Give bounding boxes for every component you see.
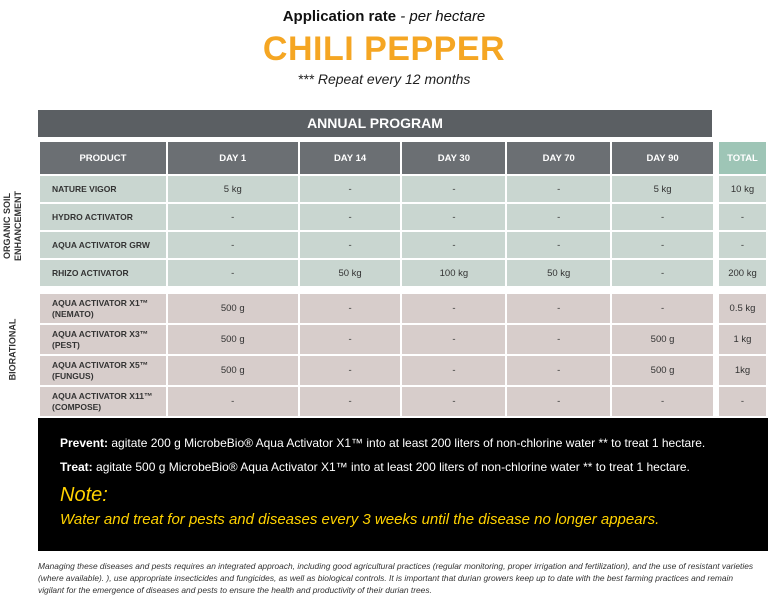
cell-day30: -: [402, 232, 505, 258]
treat-line: [60, 460, 746, 474]
cell-day14: -: [300, 325, 401, 354]
product-label: AQUA ACTIVATOR X1™: [52, 297, 149, 308]
product-label: HYDRO ACTIVATOR: [52, 211, 133, 222]
product-label: NATURE VIGOR: [52, 183, 117, 194]
organic-group-text: ORGANIC SOIL ENHANCEMENT: [2, 191, 23, 262]
cell-day30: -: [402, 356, 505, 385]
cell-day90: 500 g: [612, 325, 713, 354]
cell-day30: -: [402, 325, 505, 354]
cell-day30: -: [402, 387, 505, 416]
cell-day1: 500 g: [168, 325, 298, 354]
cell-day14: 50 kg: [300, 260, 401, 286]
cell-day1: -: [168, 232, 298, 258]
cell-total: 10 kg: [719, 176, 766, 202]
prevent-label: Prevent:: [60, 436, 109, 450]
col-day30: DAY 30: [402, 142, 505, 174]
crop-title: CHILI PEPPER: [262, 30, 506, 68]
cell-day90: 5 kg: [612, 176, 713, 202]
cell-total: -: [719, 387, 766, 416]
col-day70: DAY 70: [507, 142, 610, 174]
rate-suffix: - per hectare: [400, 8, 486, 25]
note-text: Water and treat for pests and diseases every 3 weeks until the disease no longer appears.: [60, 511, 660, 528]
cell-day70: -: [507, 294, 610, 323]
product-target: (NEMATO): [52, 308, 94, 319]
biorational-group-label: BIORATIONAL: [7, 318, 18, 381]
product-label: AQUA ACTIVATOR X3™: [52, 328, 149, 339]
col-total: TOTAL: [719, 142, 766, 174]
table-row: [40, 260, 766, 286]
product-label: AQUA ACTIVATOR X11™: [52, 390, 153, 401]
cell-day1: -: [168, 204, 298, 230]
cell-day70: -: [507, 176, 610, 202]
application-rate: [0, 8, 768, 28]
cell-day1: 5 kg: [168, 176, 298, 202]
repeat-note: *** Repeat every 12 months: [297, 71, 471, 87]
footer-disclaimer: Managing these diseases and pests requires an integrated approach, including good agricultural practices (regular monitoring, proper irrigation and fertilization), and the use of resistant varieties (where available). ), use appropriate insecticides and fungicides, as well as biological controls. It is important that durian growers keep up to date with the best farming practices and remain vigilant for the emergence of diseases and pests to ensure the health and productivity of their durian trees.: [38, 561, 754, 595]
annual-program-table: [38, 140, 768, 418]
cell-day1: 500 g: [168, 356, 298, 385]
organic-group-label: [2, 181, 24, 271]
cell-day1: 500 g: [168, 294, 298, 323]
col-day90: DAY 90: [612, 142, 713, 174]
cell-day1: -: [168, 260, 298, 286]
cell-day90: -: [612, 260, 713, 286]
cell-day30: 100 kg: [402, 260, 505, 286]
col-product: PRODUCT: [40, 142, 166, 174]
annual-program-banner: ANNUAL PROGRAM: [38, 110, 712, 137]
col-day14: DAY 14: [300, 142, 401, 174]
cell-day30: -: [402, 176, 505, 202]
product-name: [40, 232, 166, 258]
table-row: [40, 387, 766, 416]
treat-text: agitate 500 g MicrobeBio® Aqua Activator X1™ into at least 200 liters of non-chlorine water ** to treat 1 hectare.: [92, 460, 690, 474]
table-row: [40, 176, 766, 202]
cell-day70: 50 kg: [507, 260, 610, 286]
cell-day70: -: [507, 232, 610, 258]
cell-day90: -: [612, 204, 713, 230]
cell-day14: -: [300, 204, 401, 230]
prevent-line: [60, 436, 746, 450]
cell-day14: -: [300, 232, 401, 258]
table-header-row: [40, 142, 766, 174]
cell-day70: -: [507, 387, 610, 416]
cell-total: -: [719, 232, 766, 258]
cell-day90: 500 g: [612, 356, 713, 385]
cell-day90: -: [612, 294, 713, 323]
instructions-box: [38, 418, 768, 551]
cell-day1: -: [168, 387, 298, 416]
product-label: RHIZO ACTIVATOR: [52, 267, 129, 278]
product-target: (COMPOSE): [52, 401, 102, 412]
table-row: [40, 325, 766, 354]
cell-total: 1kg: [719, 356, 766, 385]
cell-day14: -: [300, 294, 401, 323]
treat-label: Treat:: [60, 460, 93, 474]
col-day1: DAY 1: [168, 142, 298, 174]
note-title: Note:: [60, 484, 108, 506]
cell-total: 200 kg: [719, 260, 766, 286]
table-row: [40, 294, 766, 323]
prevent-text: agitate 200 g MicrobeBio® Aqua Activator X1™ into at least 200 liters of non-chlorine water ** to treat 1 hectare.: [108, 436, 706, 450]
cell-day90: -: [612, 232, 713, 258]
rate-label: Application rate: [282, 8, 397, 25]
cell-total: 0.5 kg: [719, 294, 766, 323]
cell-day14: -: [300, 387, 401, 416]
cell-total: -: [719, 204, 766, 230]
cell-day14: -: [300, 356, 401, 385]
product-name: [40, 176, 166, 202]
cell-day70: -: [507, 325, 610, 354]
product-target: (FUNGUS): [52, 370, 94, 381]
product-name: [40, 294, 166, 323]
cell-day70: -: [507, 204, 610, 230]
cell-day90: -: [612, 387, 713, 416]
page-header: [0, 8, 768, 87]
cell-day30: -: [402, 294, 505, 323]
cell-day30: -: [402, 204, 505, 230]
product-target: (PEST): [52, 339, 80, 350]
table-row: [40, 232, 766, 258]
product-name: [40, 387, 166, 416]
product-name: [40, 260, 166, 286]
table-row: [40, 356, 766, 385]
product-label: AQUA ACTIVATOR X5™: [52, 359, 149, 370]
product-label: AQUA ACTIVATOR GRW: [52, 239, 150, 250]
cell-day14: -: [300, 176, 401, 202]
product-name: [40, 204, 166, 230]
cell-total: 1 kg: [719, 325, 766, 354]
product-name: [40, 356, 166, 385]
cell-day70: -: [507, 356, 610, 385]
table-row: [40, 204, 766, 230]
product-name: [40, 325, 166, 354]
